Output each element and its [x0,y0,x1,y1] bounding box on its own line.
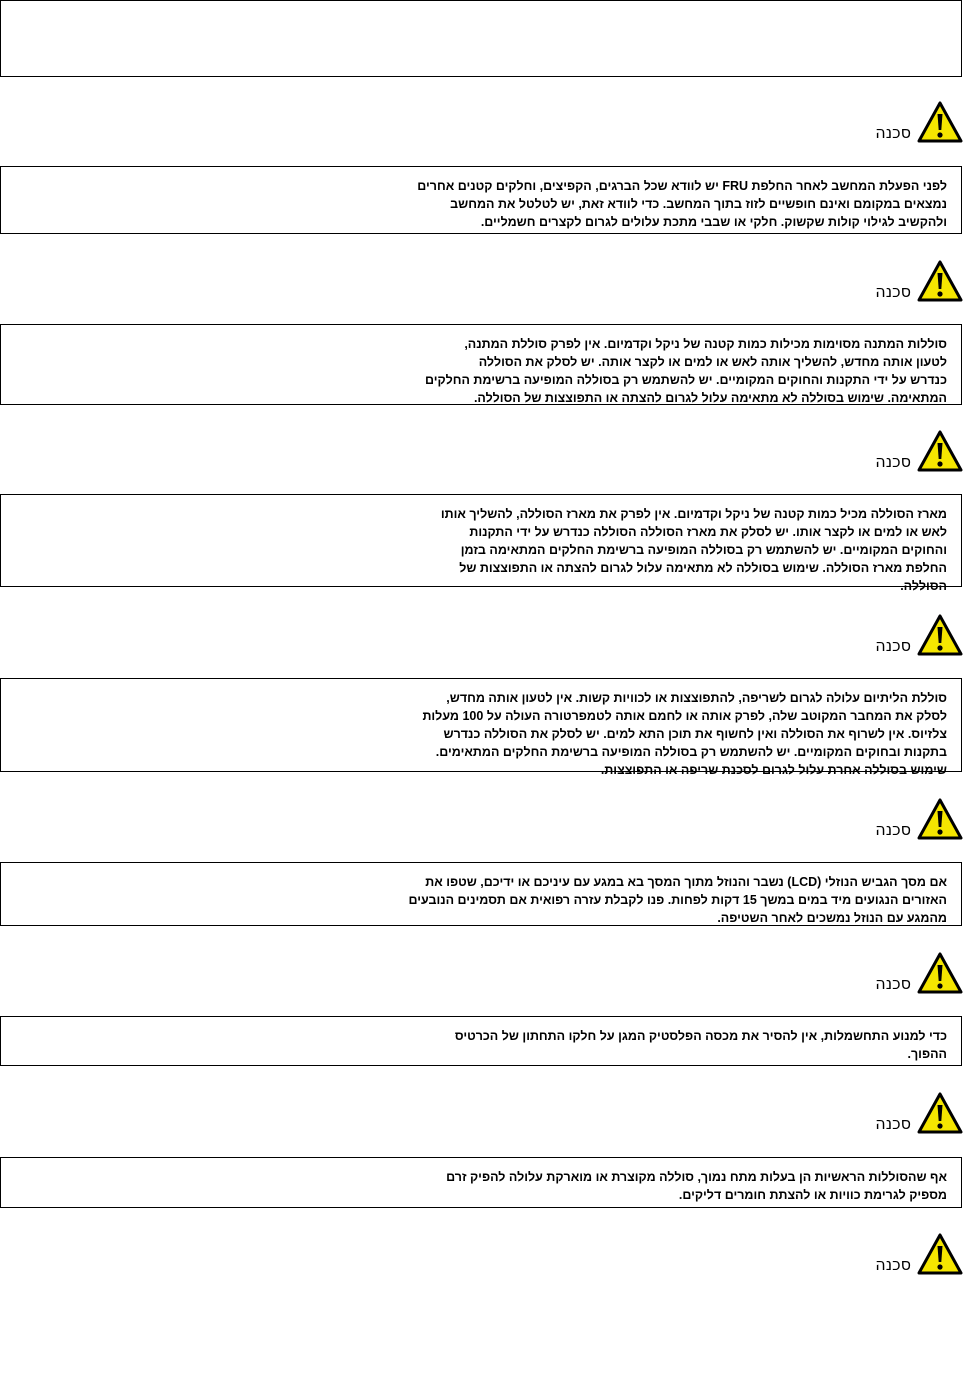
notice-text: אף שהסוללות הראשיות הן בעלות מתח נמוך, סוללה מקוצרת או מוארקת עלולה להפיק זרם מספיק לגרימת כוויות או להצתת חומרים דליקים. [446,1170,947,1202]
notice-box-7 [0,1157,962,1208]
notice-box-1 [0,166,962,234]
warning-header-8 [875,1231,963,1275]
notice-box-2 [0,324,962,405]
warning-header-7 [875,1090,963,1134]
warning-header-2 [875,258,963,302]
top-notice-box [0,0,962,77]
warning-triangle-icon [917,430,963,472]
notice-text: לפני הפעלת המחשב לאחר החלפת FRU יש לוודא שכל הברגים, הקפיצים, וחלקים קטנים אחרים נמצאים במקומם ואינם חופשיים לזוז בתוך המחשב. כדי לוודא זאת, יש לטלטל את המחשב ולהקשיב לגילוי קולות שקשוק. חלקי או שבבי מתכת עלולים לגרום לקצרים חשמליים. [417,179,947,229]
warning-label: סכנה [875,974,911,993]
warning-header-6 [875,950,963,994]
notice-box-5 [0,862,962,926]
warning-triangle-icon [917,952,963,994]
notice-box-6 [0,1016,962,1066]
notice-text: כדי למנוע התחשמלות, אין להסיר את מכסה הפלסטיק המגן על חלקו התחתון של הכרטיס ההפוך. [454,1029,947,1061]
warning-label: סכנה [875,1114,911,1133]
warning-header-3 [875,428,963,472]
notice-box-3 [0,494,962,593]
notice-text: אם מסך הגביש הנוזלי (LCD) נשבר והנוזל מתוך המסך בא במגע עם עיניכם או ידיכם, שטפו את האזורים הנגועים מיד במים במשך 15 דקות לפחות. פנו לקבלת עזרה רפואית אם תסמינים הנובעים מהמגע עם הנוזל נמשכים לאחר השטיפה. [408,875,947,925]
warning-label: סכנה [875,123,911,142]
warning-header-4 [875,612,963,656]
warning-label: סכנה [875,452,911,471]
notice-text: סוללת הליתיום עלולה לגרום לשריפה, להתפוצצות או לכוויות קשות. אין לטעון אותה מחדש, לסלק את המחבר המקוטב שלה, לפרק אותה או לחמם אותה לטמפרטורה העולה על 100 מעלות צלזיוס. אין לשרוף את הסוללה ואין לחשוף את תוכן התא למים. יש לסלק את הסוללה כנדרש בתקנות ובחוקים המקומיים. יש להשתמש רק בסוללה המופיעה ברשימת החלקים המתאימים. שימוש בסוללה אחרת עלול לגרום לסכנת שריפה או התפוצצות. [422,691,947,777]
warning-header-5 [875,796,963,840]
notice-box-4 [0,678,962,777]
warning-header-1 [875,99,963,143]
warning-label: סכנה [875,636,911,655]
notice-text: סוללות המתנה מסוימות מכילות כמות קטנה של ניקל וקדמיום. אין לפרק סוללת המתנה, לטעון אותה מחדש, להשליך אותה לאש או למים או לקצר אותה. יש לסלק את הסוללה כנדרש על ידי התקנות והחוקים המקומיים. יש להשתמש רק בסוללה המופיעה ברשימת החלקים המתאימה. שימוש בסוללה לא מתאימה עלול לגרום להצתה או התפוצצות של הסוללה. [425,337,947,405]
warning-triangle-icon [917,260,963,302]
warning-label: סכנה [875,1255,911,1274]
notice-text: מארז הסוללה מכיל כמות קטנה של ניקל וקדמיום. אין לפרק את מארז הסוללה, להשליך אותו לאש או למים או לקצר אותו. יש לסלק את מארז הסוללה הסוללה כנדרש על ידי התקנות והחוקים המקומיים. יש להשתמש רק בסוללה המופיעה ברשימת החלקים המתאימה בזמן החלפת מארז הסוללה. שימוש בסוללה לא מתאימה עלול לגרום להצתה או התפוצצות של הסוללה. [440,507,947,593]
warning-triangle-icon [917,101,963,143]
warning-triangle-icon [917,798,963,840]
warning-triangle-icon [917,1092,963,1134]
warning-triangle-icon [917,1233,963,1275]
warning-triangle-icon [917,614,963,656]
warning-label: סכנה [875,820,911,839]
warning-label: סכנה [875,282,911,301]
